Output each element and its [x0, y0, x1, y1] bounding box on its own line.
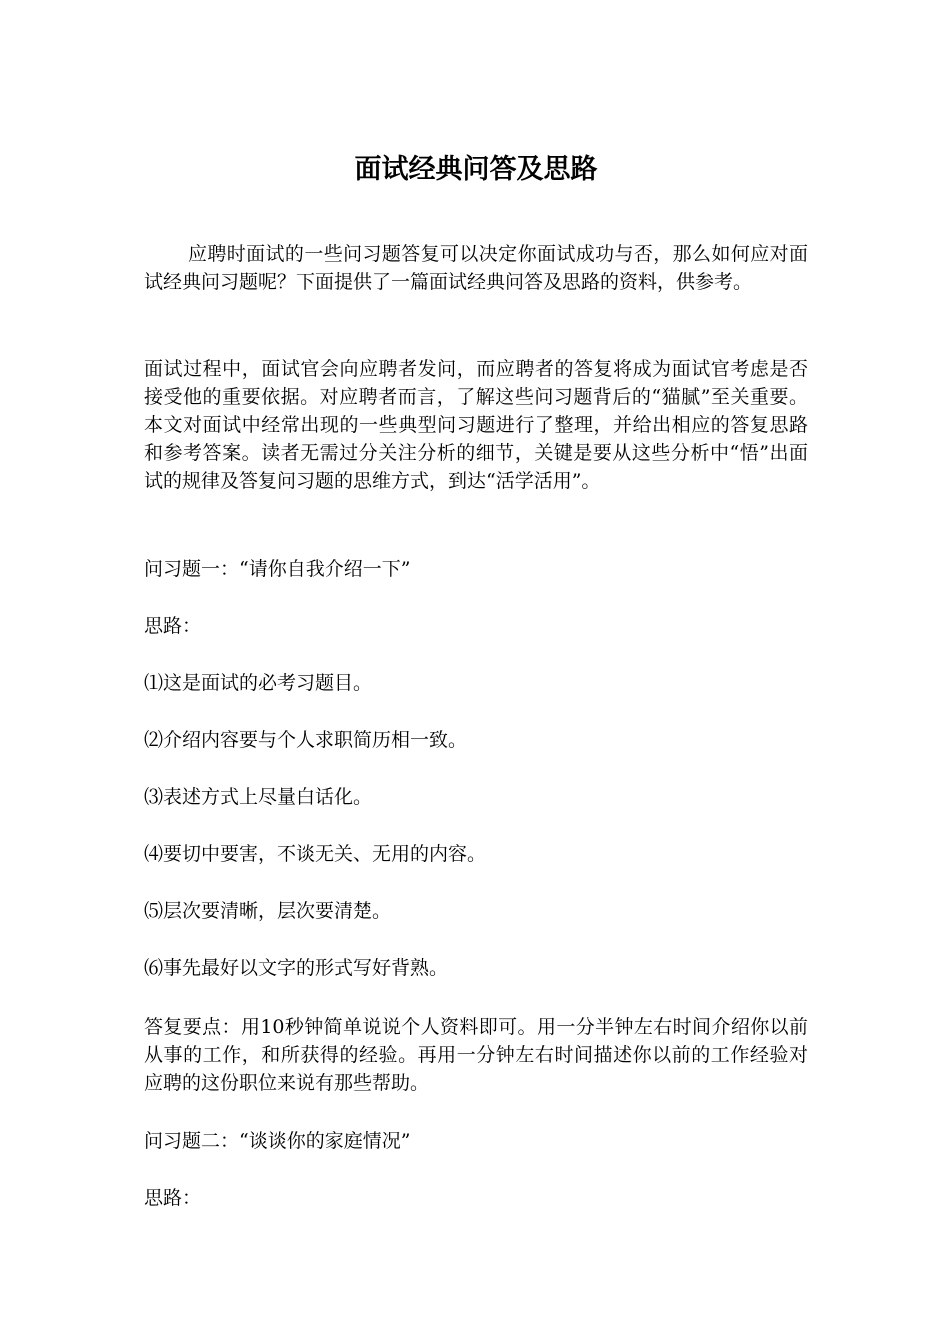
list-item: ⑴这是面试的必考习题目。 — [144, 672, 373, 694]
intro-paragraph: 应聘时面试的一些问习题答复可以决定你面试成功与否，那么如何应对面试经典问习题呢？下面提供了一篇面试经典问答及思路的资料，供参考。 — [144, 243, 808, 293]
question-one-heading: 问习题一：“请你自我介绍一下” — [144, 558, 411, 580]
approach-label: 思路： — [144, 1187, 202, 1209]
list-item: ⑸层次要清晰，层次要清楚。 — [144, 900, 392, 922]
document-title: 面试经典问答及思路 — [354, 154, 598, 185]
answer-points-paragraph: 答复要点：用10秒钟简单说说个人资料即可。用一分半钟左右时间介绍你以前从事的工作，和所获得的经验。再用一分钟左右时间描述你以前的工作经验对应聘的这份职位来说有那些帮助。 — [144, 1016, 808, 1094]
body-paragraph: 面试过程中，面试官会向应聘者发问，而应聘者的答复将成为面试官考虑是否接受他的重要依据。对应聘者而言，了解这些问习题背后的“猫腻”至关重要。本文对面试中经常出现的一些典型问习题进行了整理，并给出相应的答复思路和参考答案。读者无需过分关注分析的细节，关键是要从这些分析中“悟”出面试的规律及答复问习题的思维方式，到达“活学活用”。 — [144, 358, 808, 492]
list-item: ⑵介绍内容要与个人求职简历相一致。 — [144, 729, 468, 751]
list-item: ⑶表述方式上尽量白话化。 — [144, 786, 373, 808]
approach-label: 思路： — [144, 615, 202, 637]
list-item: ⑷要切中要害，不谈无关、无用的内容。 — [144, 843, 487, 865]
question-two-heading: 问习题二：“谈谈你的家庭情况” — [144, 1130, 411, 1152]
list-item: ⑹事先最好以文字的形式写好背熟。 — [144, 957, 449, 979]
